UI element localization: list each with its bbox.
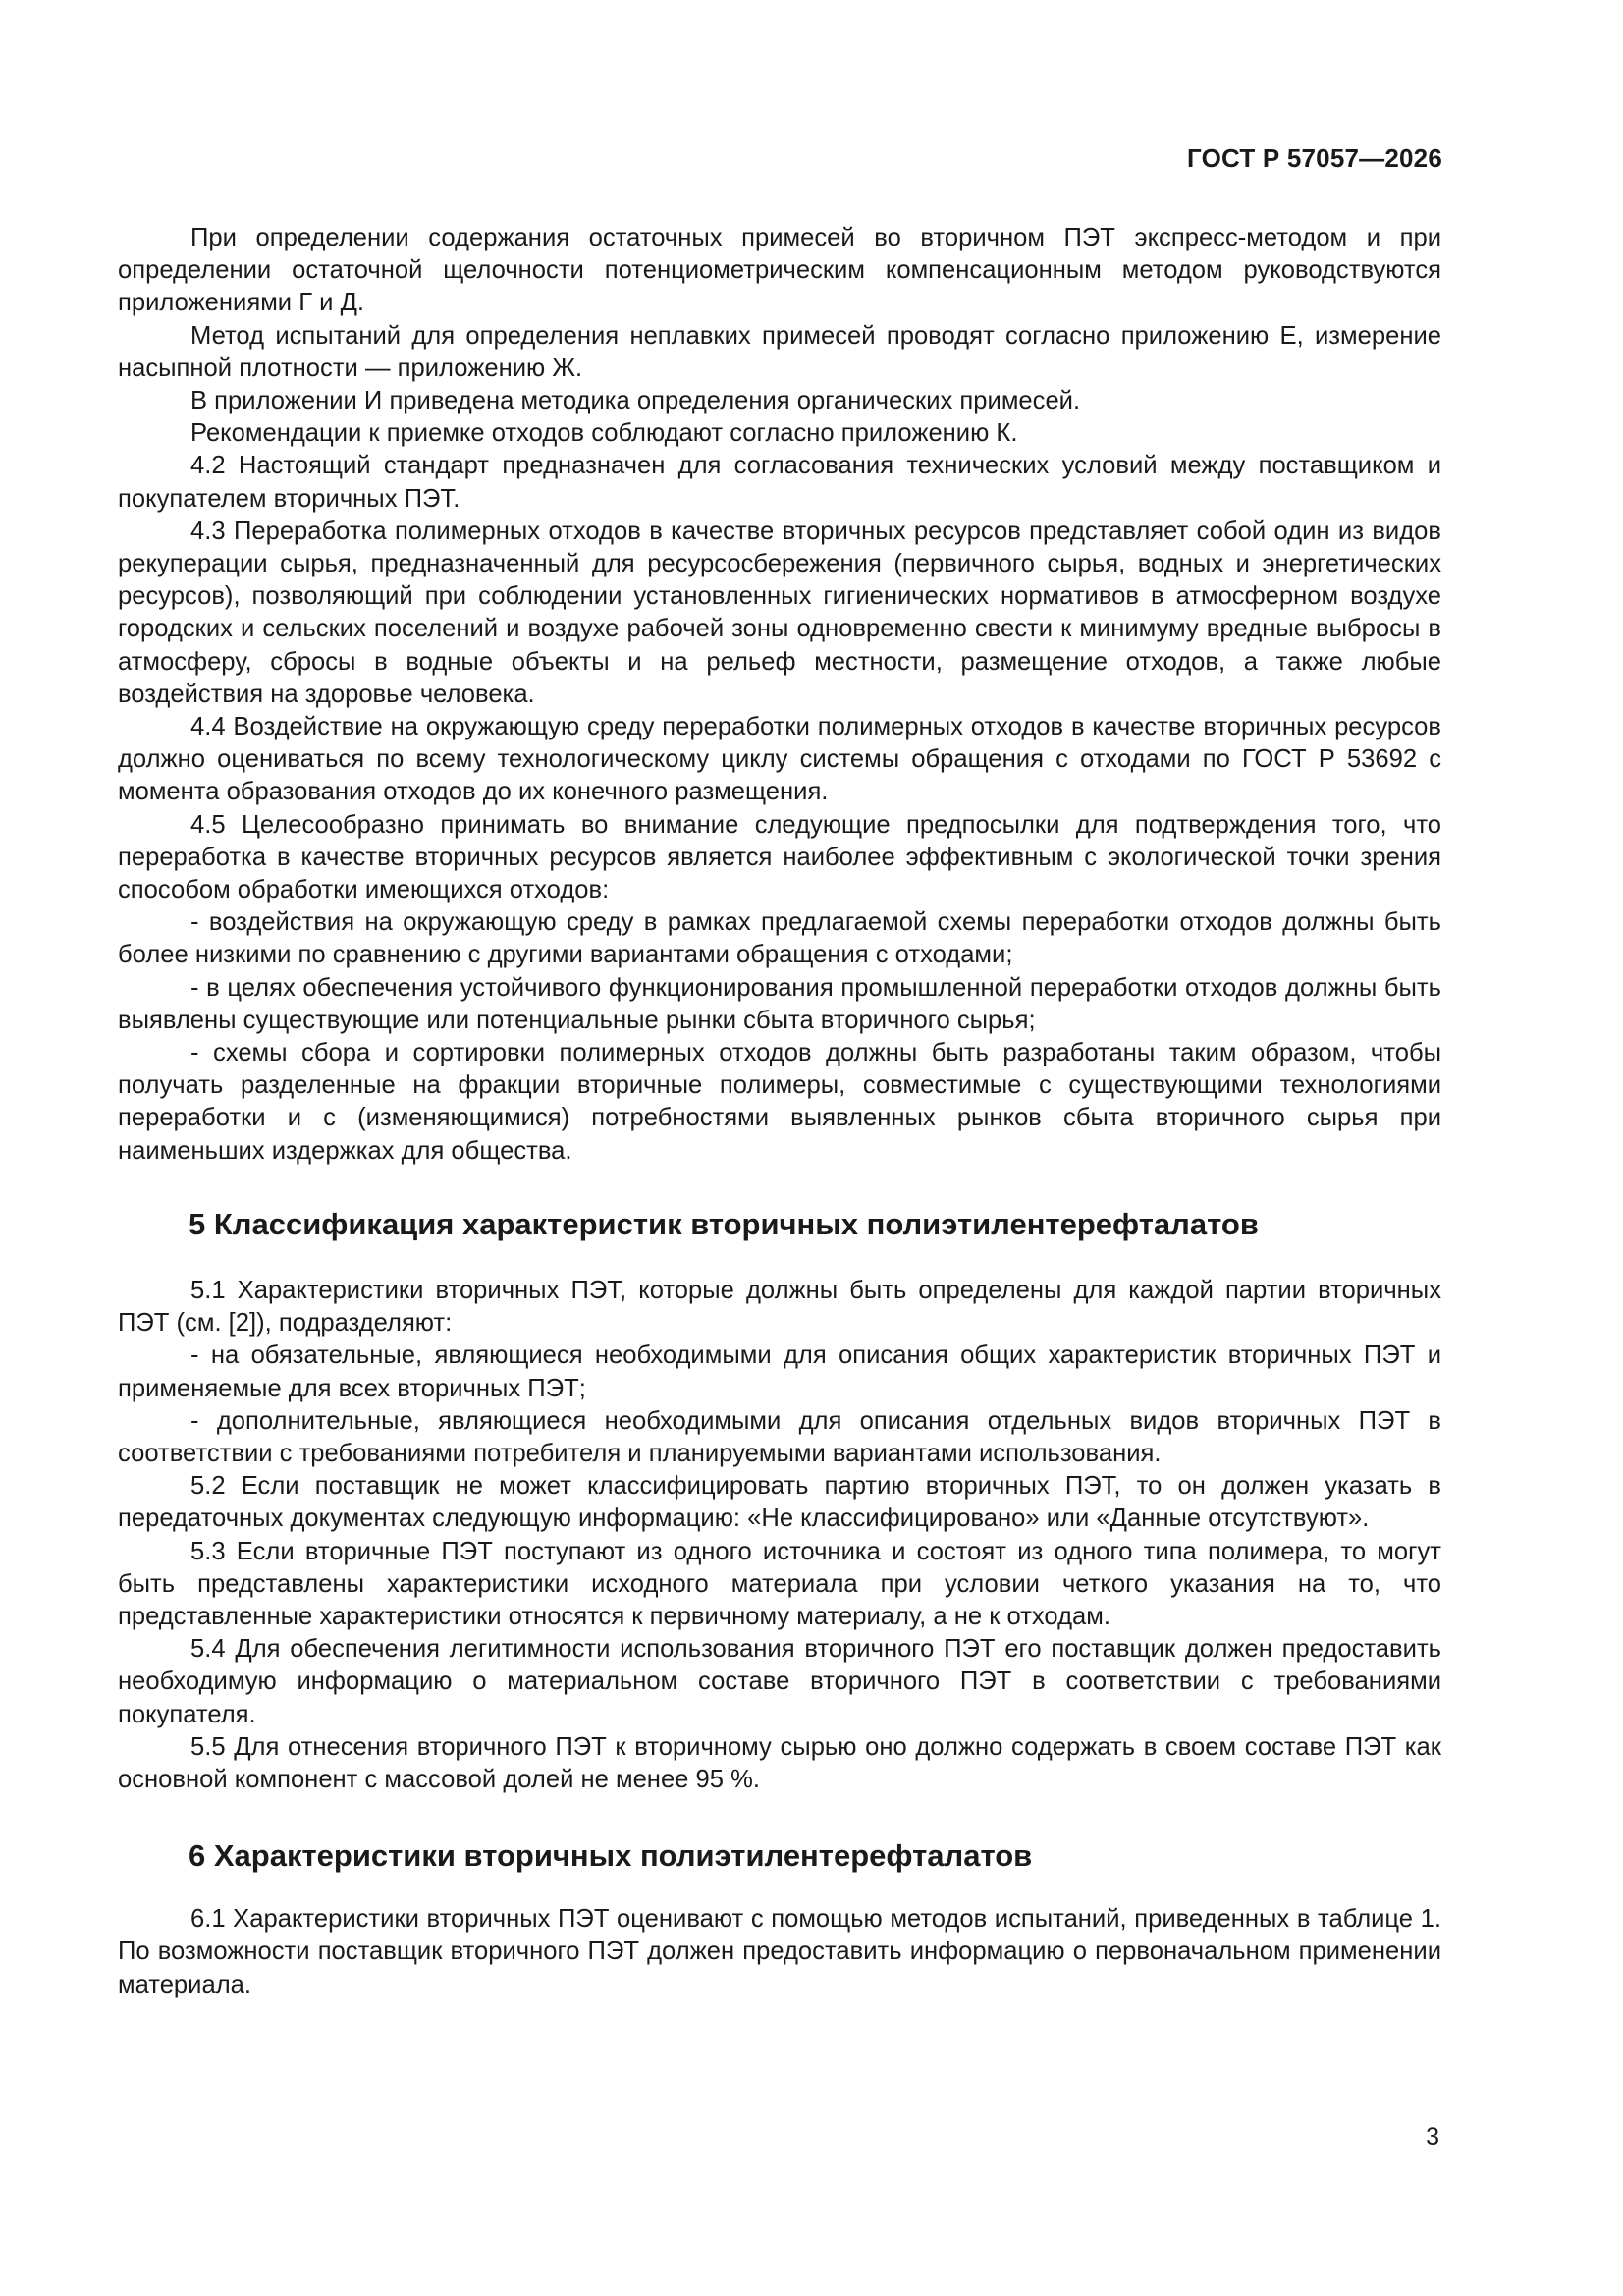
document-code: ГОСТ Р 57057—2026 [1187,143,1442,173]
paragraph-5-5: 5.5 Для отнесения вторичного ПЭТ к вторичному сырью оно должно содержать в своем составе ПЭТ как основной компонент с массовой долей не менее 95 %. [118,1732,1441,1793]
paragraph-6-1: 6.1 Характеристики вторичных ПЭТ оценивают с помощью методов испытаний, приведенных в таблице 1. По возможности поставщик вторичного ПЭТ должен предоставить информацию о первоначальном применении материала. [118,1905,1441,1998]
document-body [118,222,1441,2001]
paragraph: Рекомендации к приемке отходов соблюдают согласно приложению К. [190,419,1018,448]
paragraph-5-1: 5.1 Характеристики вторичных ПЭТ, которые должны быть определены для каждой партии вторичных ПЭТ (см. [2]), подразделяют: [118,1276,1441,1338]
list-item: - на обязательные, являющиеся необходимыми для описания общих характеристик вторичных ПЭТ и применяемые для всех вторичных ПЭТ; [118,1341,1441,1402]
list-item: - воздействия на окружающую среду в рамках предлагаемой схемы переработки отходов должны быть более низкими по сравнению с другими вариантами обращения с отходами; [118,908,1441,969]
list-item: - дополнительные, являющиеся необходимыми для описания отдельных видов вторичных ПЭТ в соответствии с требованиями потребителя и планируемыми вариантами использования. [118,1406,1441,1467]
paragraph: При определении содержания остаточных примесей во вторичном ПЭТ экспресс-методом и при определении остаточной щелочности потенциометрическим компенсационным методом руководствуются приложениями Г и Д. [118,224,1441,317]
section-6-heading: 6 Характеристики вторичных полиэтилентерефталатов [189,1838,1033,1874]
list-item: - в целях обеспечения устойчивого функционирования промышленной переработки отходов должны быть выявлены существующие или потенциальные рынки сбыта вторичного сырья; [118,973,1441,1034]
section-5-heading: 5 Классификация характеристик вторичных полиэтилентерефталатов [189,1206,1259,1241]
paragraph-5-3: 5.3 Если вторичные ПЭТ поступают из одного источника и состоят из одного типа полимера, то могут быть представлены характеристики исходного материала при условии четкого указания на то, что представленные характеристики относятся к первичному материалу, а не к отходам. [118,1537,1441,1630]
paragraph: В приложении И приведена методика определения органических примесей. [190,387,1081,415]
list-item: - схемы сбора и сортировки полимерных отходов должны быть разработаны таким образом, чтобы получать разделенные на фракции вторичные полимеры, совместимые с существующими технологиями переработки и с (изменяющимися) потребностями выявленных рынков сбыта вторичного сырья при наименьших издержках для общества. [118,1039,1441,1165]
paragraph-4-3: 4.3 Переработка полимерных отходов в качестве вторичных ресурсов представляет собой один из видов рекуперации сырья, предназначенный для ресурсосбережения (первичного сырья, водных и энергетических ресурсов), позволяющий при соблюдении установленных гигиенических нормативов в атмосферном воздухе городских и сельских поселений и воздухе рабочей зоны одновременно свести к минимуму вредные выбросы в атмосферу, сбросы в водные объекты и на рельеф местности, размещение отходов, а также любые воздействия на здоровье человека. [118,517,1441,708]
paragraph-5-2: 5.2 Если поставщик не может классифицировать партию вторичных ПЭТ, то он должен указать в передаточных документах следующую информацию: «Не классифицировано» или «Данные отсутствуют». [118,1472,1441,1533]
paragraph-5-4: 5.4 Для обеспечения легитимности использования вторичного ПЭТ его поставщик должен предоставить необходимую информацию о материальном составе вторичного ПЭТ в соответствии с требованиями покупателя. [118,1635,1441,1728]
paragraph-4-5: 4.5 Целесообразно принимать во внимание следующие предпосылки для подтверждения того, что переработка в качестве вторичных ресурсов является наиболее эффективным с экологической точки зрения способом обработки имеющихся отходов: [118,810,1441,904]
paragraph-4-2: 4.2 Настоящий стандарт предназначен для согласования технических условий между поставщиком и покупателем вторичных ПЭТ. [118,452,1441,513]
paragraph-4-4: 4.4 Воздействие на окружающую среду переработки полимерных отходов в качестве вторичных ресурсов должно оцениваться по всему технологическому циклу системы обращения с отходами по ГОСТ Р 53692 с момента образования отходов до их конечного размещения. [118,713,1441,806]
page-number: 3 [1426,2123,1439,2151]
paragraph: Метод испытаний для определения неплавких примесей проводят согласно приложению Е, измерение насыпной плотности — приложению Ж. [118,321,1441,382]
